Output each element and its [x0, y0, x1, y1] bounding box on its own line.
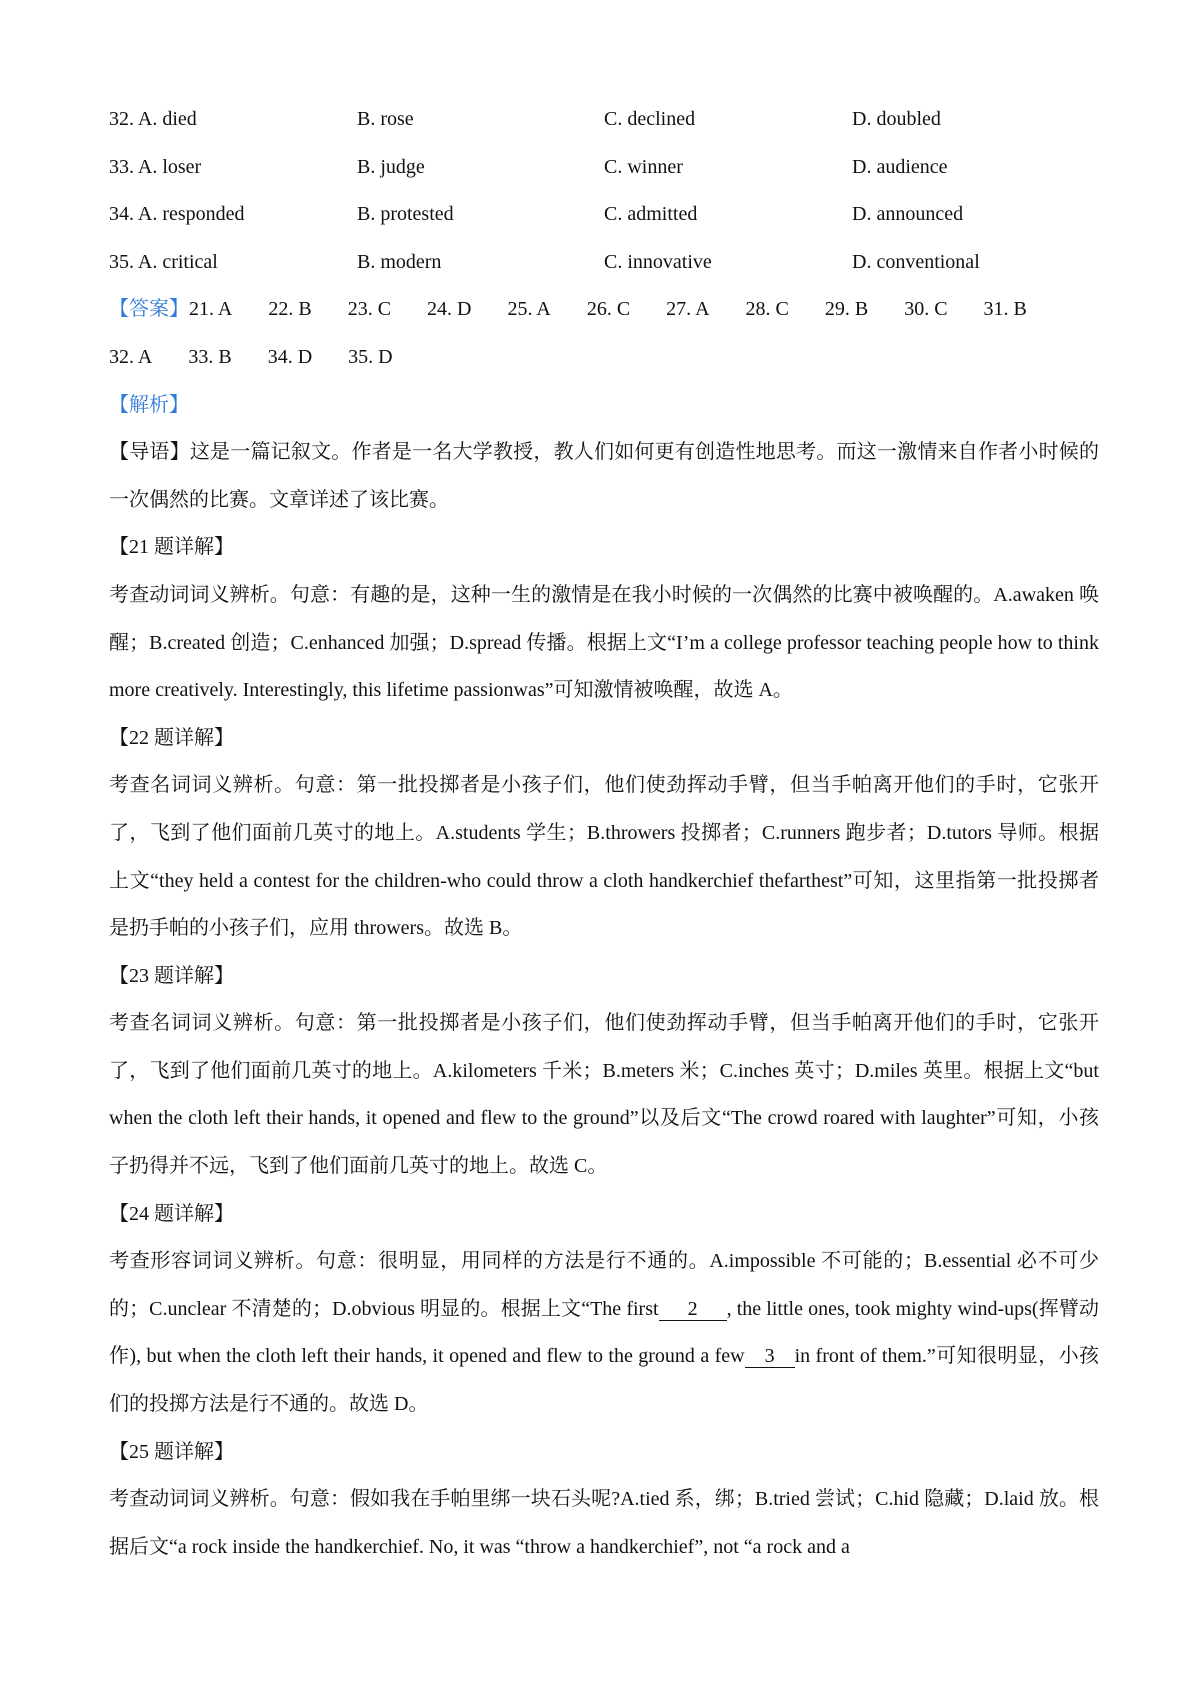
- answer-item: 28. C: [745, 298, 789, 321]
- option-a: 35. A. critical: [109, 250, 218, 273]
- answer-item: 24. D: [427, 298, 472, 321]
- answer-item: 32. A: [109, 345, 153, 368]
- answer-key: [109, 286, 1099, 381]
- option-c: C. innovative: [604, 250, 712, 273]
- option-d: D. conventional: [852, 250, 980, 273]
- answer-label: 【答案】: [109, 298, 189, 321]
- section-text-21: 考查动词词义辨析。句意：有趣的是，这种一生的激情是在我小时候的一次偶然的比赛中被唤醒的。A.awaken 唤醒；B.created 创造；C.enhanced 加强；D.spread 传播。根据上文“I’m a college professor teaching people how to think more creatively. Interestingly, this lifetime passionwas”可知激情被唤醒，故选 A。: [109, 583, 1099, 702]
- question-options-35: [109, 239, 1099, 287]
- option-a: 34. A. responded: [109, 203, 245, 226]
- option-c: C. declined: [604, 108, 696, 130]
- section-heading-21: 【21 题详解】: [109, 536, 234, 559]
- section-text-25: 考查动词词义辨析。句意：假如我在手帕里绑一块石头呢?A.tied 系，绑；B.tried 尝试；C.hid 隐藏；D.laid 放。根据后文“a rock inside the handkerchief. No, it was “throw a handkerchief”, not “a rock and a: [109, 1488, 1099, 1558]
- text-part: , the little ones, took mighty wind-ups(挥臂动作), but when the cloth left their hands, it opened and flew to the ground a few: [109, 1297, 1099, 1368]
- option-d: D. announced: [852, 203, 964, 226]
- option-d: D. audience: [852, 155, 948, 178]
- blank-2: 2: [659, 1298, 727, 1321]
- blank-3: 3: [745, 1345, 795, 1368]
- section-text-22: 考查名词词义辨析。句意：第一批投掷者是小孩子们，他们使劲挥动手臂，但当手帕离开他们的手时，它张开了，飞到了他们面前几英寸的地上。A.students 学生；B.throwers 投掷者；C.runners 跑步者；D.tutors 导师。根据上文“they held a contest for the children-who could throw a cloth handkerchief thefarthest”可知，这里指第一批投掷者是扔手帕的小孩子们，应用 throwers。故选 B。: [109, 774, 1099, 940]
- answer-item: 23. C: [347, 298, 392, 321]
- section-heading-25: 【25 题详解】: [109, 1440, 234, 1463]
- option-a: 33. A. loser: [109, 155, 202, 178]
- question-options-32: [109, 96, 1099, 144]
- answer-item: 30. C: [904, 298, 948, 321]
- analysis-label: 【解析】: [109, 393, 189, 416]
- answer-item: 31. B: [983, 298, 1027, 321]
- option-b: B. judge: [357, 155, 425, 178]
- answer-item: 25. A: [507, 298, 551, 321]
- section-heading-22: 【22 题详解】: [109, 726, 234, 749]
- document-page: [109, 96, 1099, 1571]
- text-part: in front of them.”可知很明显，小孩们的投掷方法是行不通的。故选 D。: [109, 1345, 1099, 1416]
- option-c: C. winner: [604, 155, 683, 178]
- answer-item: 33. B: [188, 345, 232, 368]
- answer-item: 21. A: [189, 298, 233, 321]
- option-d: D. doubled: [852, 108, 941, 130]
- answer-item: 35. D: [348, 345, 393, 368]
- answer-item: 34. D: [267, 345, 313, 368]
- section-heading-23: 【23 题详解】: [109, 964, 234, 987]
- answer-item: 22. B: [268, 298, 312, 321]
- section-text-24: [109, 1238, 1099, 1428]
- question-options-33: [109, 144, 1099, 192]
- intro-paragraph: 【导语】这是一篇记叙文。作者是一名大学教授，教人们如何更有创造性地思考。而这一激情来自作者小时候的一次偶然的比赛。文章详述了该比赛。: [109, 441, 1099, 511]
- question-options-34: [109, 191, 1099, 239]
- option-b: B. modern: [357, 250, 442, 273]
- section-heading-24: 【24 题详解】: [109, 1202, 234, 1225]
- text-part: 考查形容词词义辨析。句意：很明显，用同样的方法是行不通的。A.impossible 不可能的；B.essential 必不可少的；C.unclear 不清楚的；D.obvious 明显的。根据上文“The first: [109, 1250, 1099, 1320]
- section-text-23: 考查名词词义辨析。句意：第一批投掷者是小孩子们，他们使劲挥动手臂，但当手帕离开他们的手时，它张开了，飞到了他们面前几英寸的地上。A.kilometers 千米；B.meters 米；C.inches 英寸；D.miles 英里。根据上文“but when the cloth left their hands, it opened and flew to the ground”以及后文“The crowd roared with laughter”可知，小孩子扔得并不远，飞到了他们面前几英寸的地上。故选 C。: [109, 1012, 1099, 1178]
- answer-item: 29. B: [824, 298, 869, 321]
- answer-item: 27. A: [666, 298, 710, 321]
- option-a: 32. A. died: [109, 108, 197, 130]
- answer-item: 26. C: [586, 298, 631, 321]
- option-b: B. rose: [357, 108, 414, 130]
- option-c: C. admitted: [604, 203, 698, 226]
- option-b: B. protested: [357, 203, 454, 226]
